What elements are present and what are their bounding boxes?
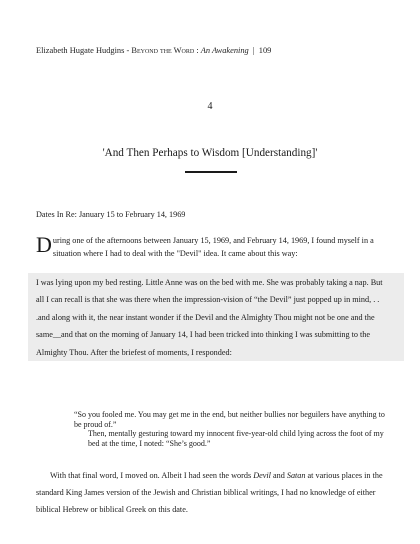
closing-text-start: With that final word, I moved on. Albeit I had seen the words bbox=[50, 471, 254, 480]
header-author: Elizabeth Hugate Hudgins - bbox=[36, 46, 132, 55]
closing-devil-word: Devil bbox=[253, 471, 271, 480]
paragraph-vision: I was lying upon my bed resting. Little Anne was on the bed with me. She was probably taking a nap. But all I can recall is that she was there when the impression-vision of “the Devil” just popped up in mind, . . .and along with it, the near instant wonder if the Devil and the Almighty Thou might not be one and the same__and that on the morning of January 14, I had been tricked into thinking I was submitting to the Almighty Thou. After the briefest of moments, I responded: bbox=[36, 278, 383, 357]
closing-and: and bbox=[270, 471, 287, 480]
dates-line: Dates In Re: January 15 to February 14, 1969 bbox=[36, 210, 186, 219]
closing-satan-word: Satan bbox=[286, 471, 306, 480]
header-book-title: Beyond the Word bbox=[131, 46, 195, 55]
paragraph-opening-text: uring one of the afternoons between January 15, 1969, and February 14, 1969, I found myself in a situation where I had to deal with the "Devil" idea. It came about this way: bbox=[52, 236, 374, 258]
closing-text-end: at various places in the standard King James version of the Jewish and Christian biblical writings, I had no knowledge of either biblical Hebrew or biblical Greek on this date. bbox=[36, 471, 383, 515]
header-subtitle: An Awakening bbox=[200, 46, 249, 55]
block-quote bbox=[74, 410, 394, 448]
quote-line-1: “So you fooled me. You may get me in the end, but neither bullies nor beguilers have anything to be proud of.” bbox=[74, 410, 385, 429]
chapter-number: 4 bbox=[207, 101, 213, 112]
drop-cap: D bbox=[36, 232, 52, 257]
header-separator: : bbox=[194, 46, 201, 55]
title-rule bbox=[185, 171, 237, 173]
paragraph-closing bbox=[36, 467, 392, 519]
chapter-title: 'And Then Perhaps to Wisdom [Understanding]' bbox=[102, 147, 318, 159]
running-header bbox=[36, 46, 396, 55]
quote-line-2: Then, mentally gesturing toward my innocent five-year-old child lying across the foot of my bed at the time, I noted: “She’s good.” bbox=[88, 429, 384, 448]
paragraph-opening bbox=[36, 234, 392, 260]
header-page-separator: | bbox=[248, 46, 259, 55]
header-page-number: 109 bbox=[258, 46, 272, 55]
